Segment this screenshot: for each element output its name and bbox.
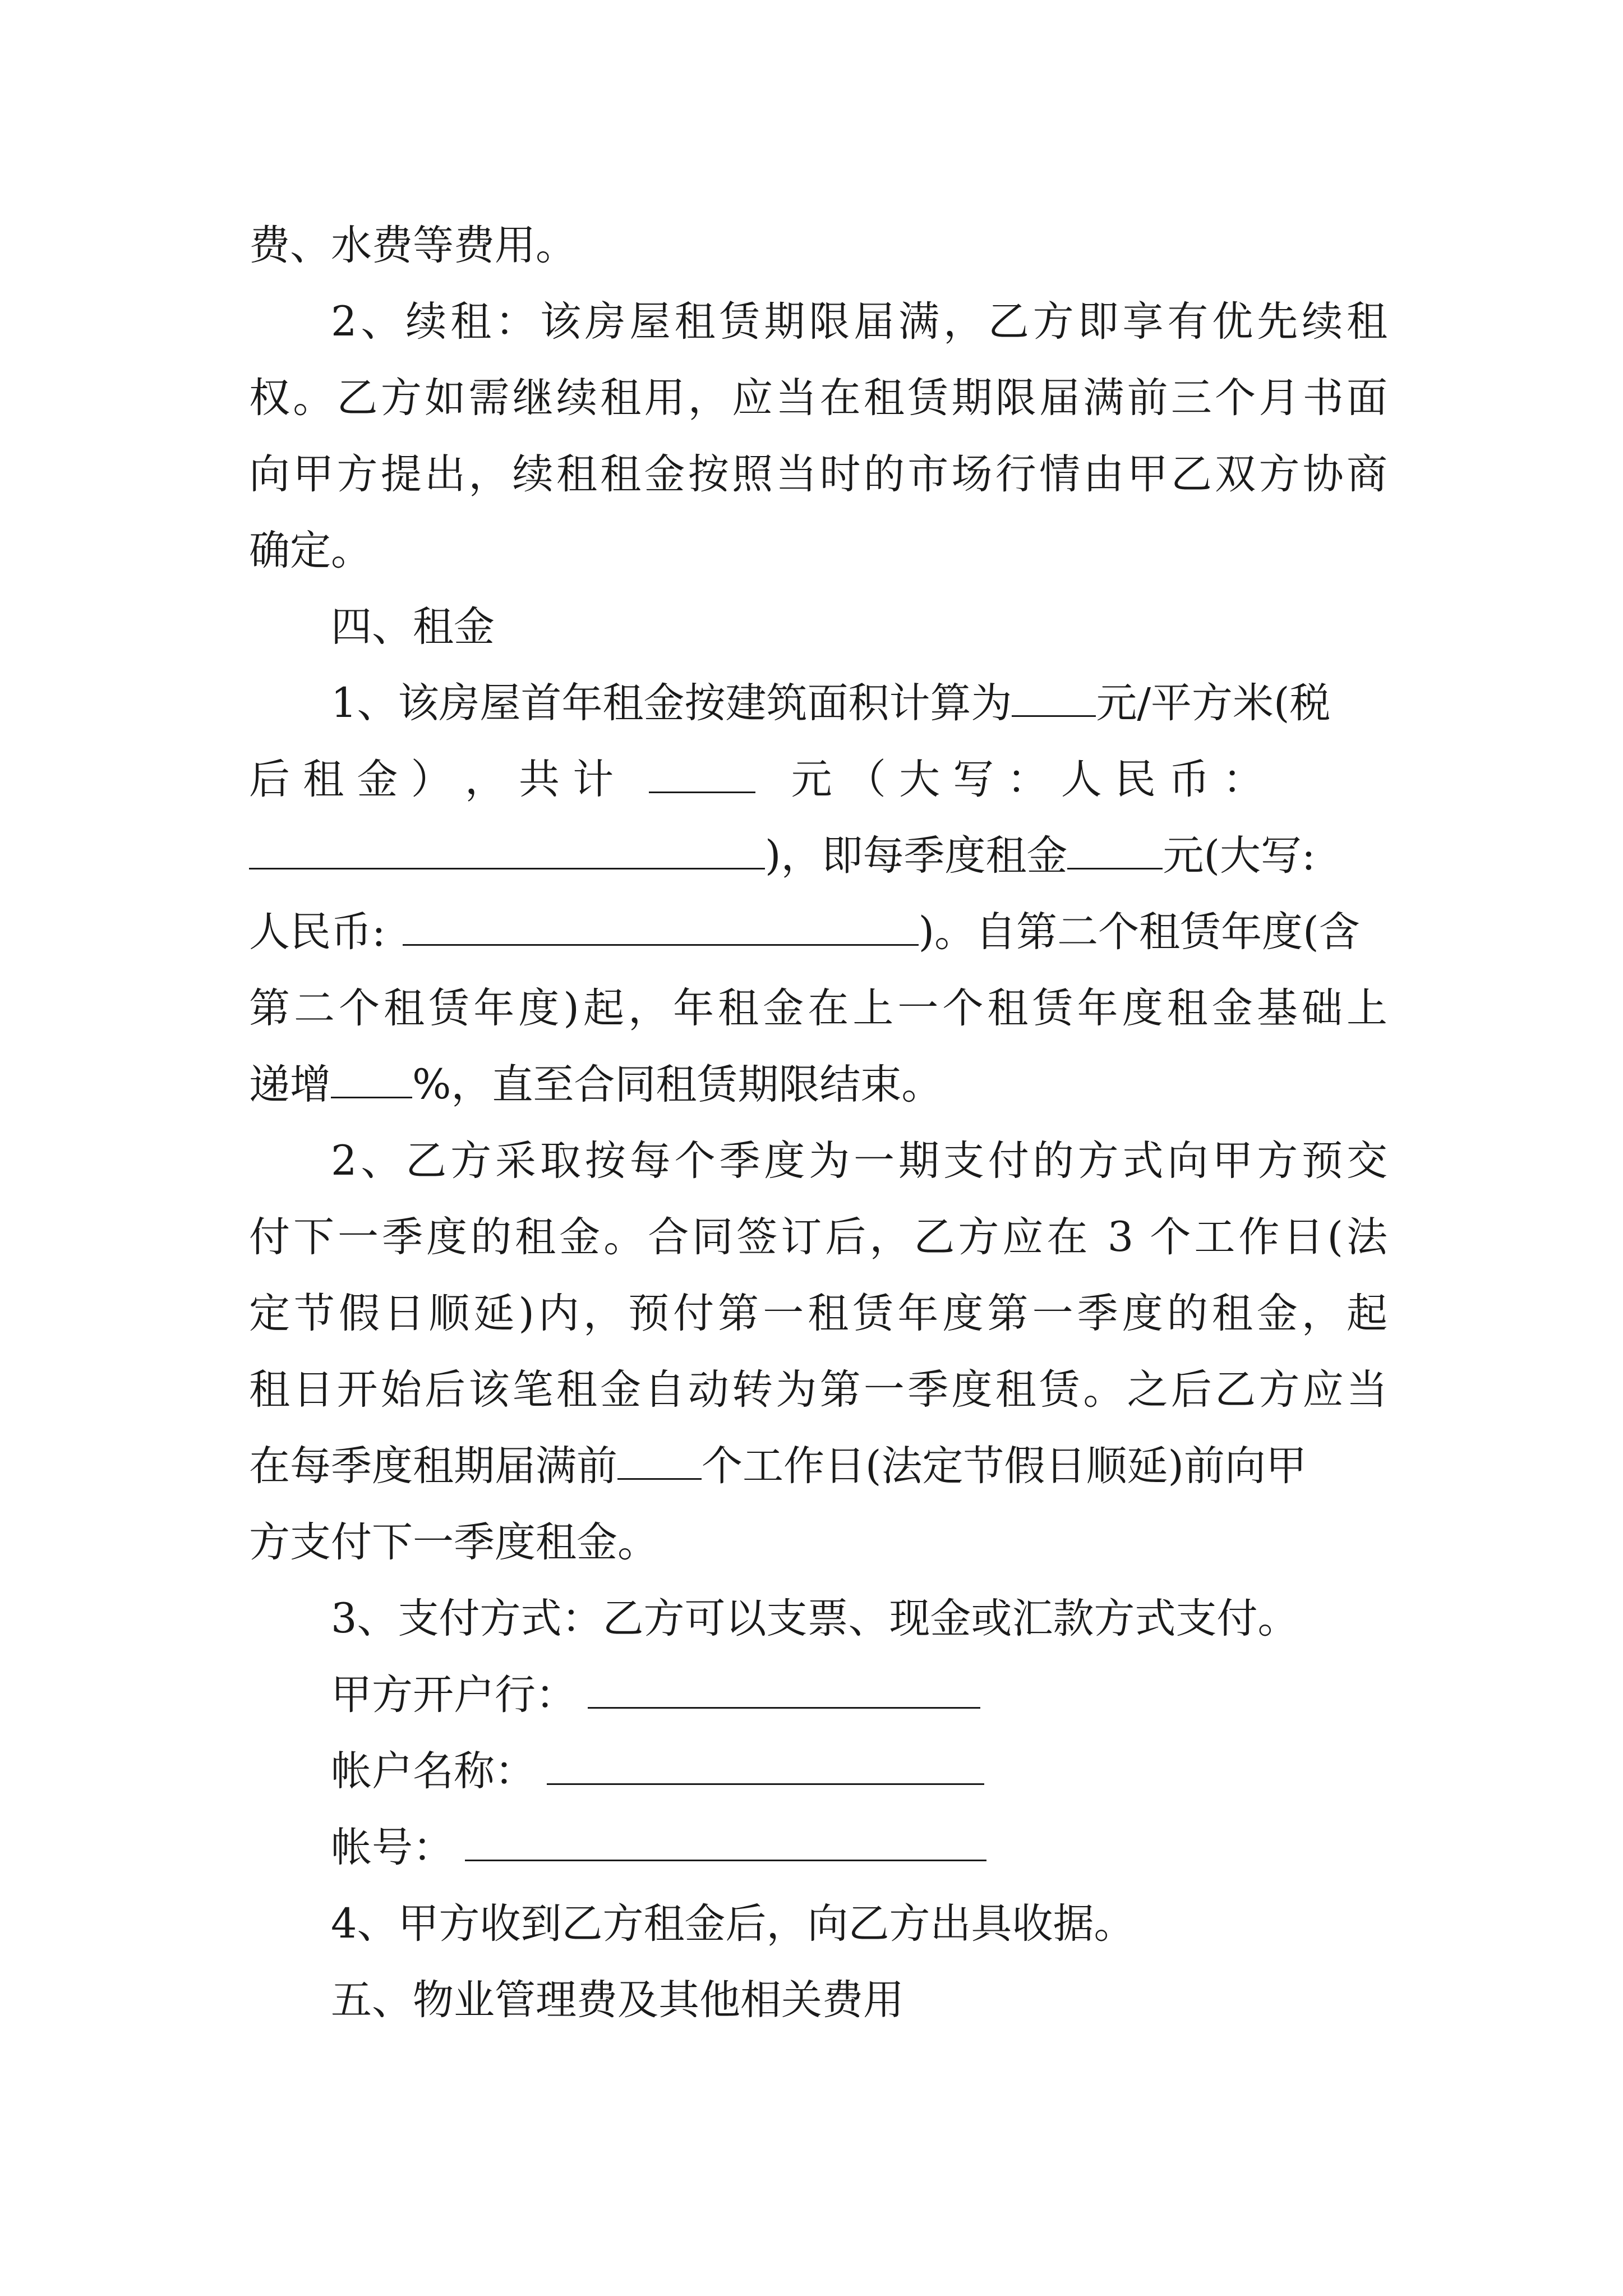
line-text: 元/平方米(税	[1096, 679, 1331, 727]
line-text: 付下一季度的租金。合同签订后，乙方应在 3 个工作日(法	[249, 1213, 1387, 1261]
paragraph-line	[249, 1428, 1387, 1504]
form-field-row	[331, 1657, 1387, 1733]
paragraph-line	[249, 436, 1387, 513]
bank-name-field[interactable]	[588, 1670, 980, 1709]
paragraph-line	[331, 1886, 1387, 1962]
line-text: 租日开始后该笔租金自动转为第一季度租赁。之后乙方应当	[249, 1366, 1387, 1414]
account-name-field[interactable]	[547, 1746, 984, 1785]
section-heading	[331, 589, 1387, 665]
paragraph-line	[249, 1276, 1387, 1352]
fill-blank-quarterly-rent[interactable]	[1067, 831, 1163, 869]
field-label: 帐号：	[331, 1824, 454, 1871]
line-text: 3、支付方式：乙方可以支票、现金或汇款方式支付。	[331, 1595, 1299, 1642]
fill-blank-unit-price[interactable]	[1012, 678, 1096, 717]
field-label: 甲方开户行：	[331, 1671, 577, 1719]
paragraph-line	[249, 818, 1387, 894]
fill-blank-total-amount[interactable]	[649, 754, 755, 793]
heading-text: 四、租金	[331, 603, 495, 651]
line-text: 权。乙方如需继续租用，应当在租赁期限届满前三个月书面	[249, 374, 1387, 422]
line-text: 费、水费等费用。	[249, 222, 577, 269]
paragraph-line	[249, 360, 1387, 436]
line-text: 人民币:	[249, 908, 386, 956]
line-text: 向甲方提出，续租租金按照当时的市场行情由甲乙双方协商	[249, 450, 1387, 498]
heading-text: 五、物业管理费及其他相关费用	[331, 1976, 904, 2024]
line-text: )。自第二个租赁年度(含	[918, 908, 1360, 956]
fill-blank-increase-rate[interactable]	[331, 1060, 412, 1098]
line-text: 定节假日顺延)内，预付第一租赁年度第一季度的租金，起	[249, 1290, 1387, 1337]
paragraph-line	[249, 970, 1387, 1047]
line-text: 递增	[249, 1061, 331, 1108]
line-text: 1、该房屋首年租金按建筑面积计算为	[331, 679, 1012, 727]
line-text: 元(大写:	[1163, 832, 1316, 880]
paragraph-line	[249, 894, 1387, 970]
field-label: 帐户名称：	[331, 1747, 536, 1795]
line-text: 在每季度租期届满前	[249, 1442, 617, 1490]
line-text: 个工作日(法定节假日顺延)前向甲	[702, 1442, 1307, 1490]
paragraph-line	[331, 284, 1387, 360]
paragraph-line	[331, 1123, 1387, 1199]
line-text: 2、续租：该房屋租赁期限届满，乙方即享有优先续租	[331, 298, 1387, 346]
line-text: 第二个租赁年度)起，年租金在上一个租赁年度租金基础上	[249, 984, 1387, 1032]
line-text: 确定。	[249, 527, 372, 574]
paragraph-line	[249, 1199, 1387, 1276]
paragraph-line	[249, 1047, 1387, 1123]
paragraph-line	[249, 513, 1387, 589]
line-text: 元 （ 大 写 ： 人 民 币 ：	[791, 756, 1264, 803]
line-text: 4、甲方收到乙方租金后，向乙方出具收据。	[331, 1900, 1135, 1948]
paragraph-line	[331, 1581, 1387, 1657]
account-number-field[interactable]	[465, 1823, 986, 1861]
paragraph-line	[249, 742, 1387, 818]
line-text: 后 租 金 ） ， 共 计	[249, 756, 614, 803]
section-heading	[331, 1962, 1387, 2039]
form-field-row	[331, 1733, 1387, 1810]
fill-blank-working-days[interactable]	[617, 1441, 702, 1480]
paragraph-line	[249, 208, 1387, 284]
form-field-row	[331, 1810, 1387, 1886]
line-text: 2、乙方采取按每个季度为一期支付的方式向甲方预交	[331, 1137, 1387, 1185]
paragraph-line	[331, 665, 1387, 742]
line-text: %，直至合同租赁期限结束。	[412, 1061, 943, 1108]
fill-blank-quarterly-rent-words[interactable]	[403, 907, 919, 946]
paragraph-line	[249, 1352, 1387, 1428]
line-text: )，即每季度租金	[765, 832, 1068, 880]
paragraph-line	[249, 1504, 1387, 1581]
line-text: 方支付下一季度租金。	[249, 1519, 658, 1566]
fill-blank-total-amount-words[interactable]	[249, 831, 765, 869]
